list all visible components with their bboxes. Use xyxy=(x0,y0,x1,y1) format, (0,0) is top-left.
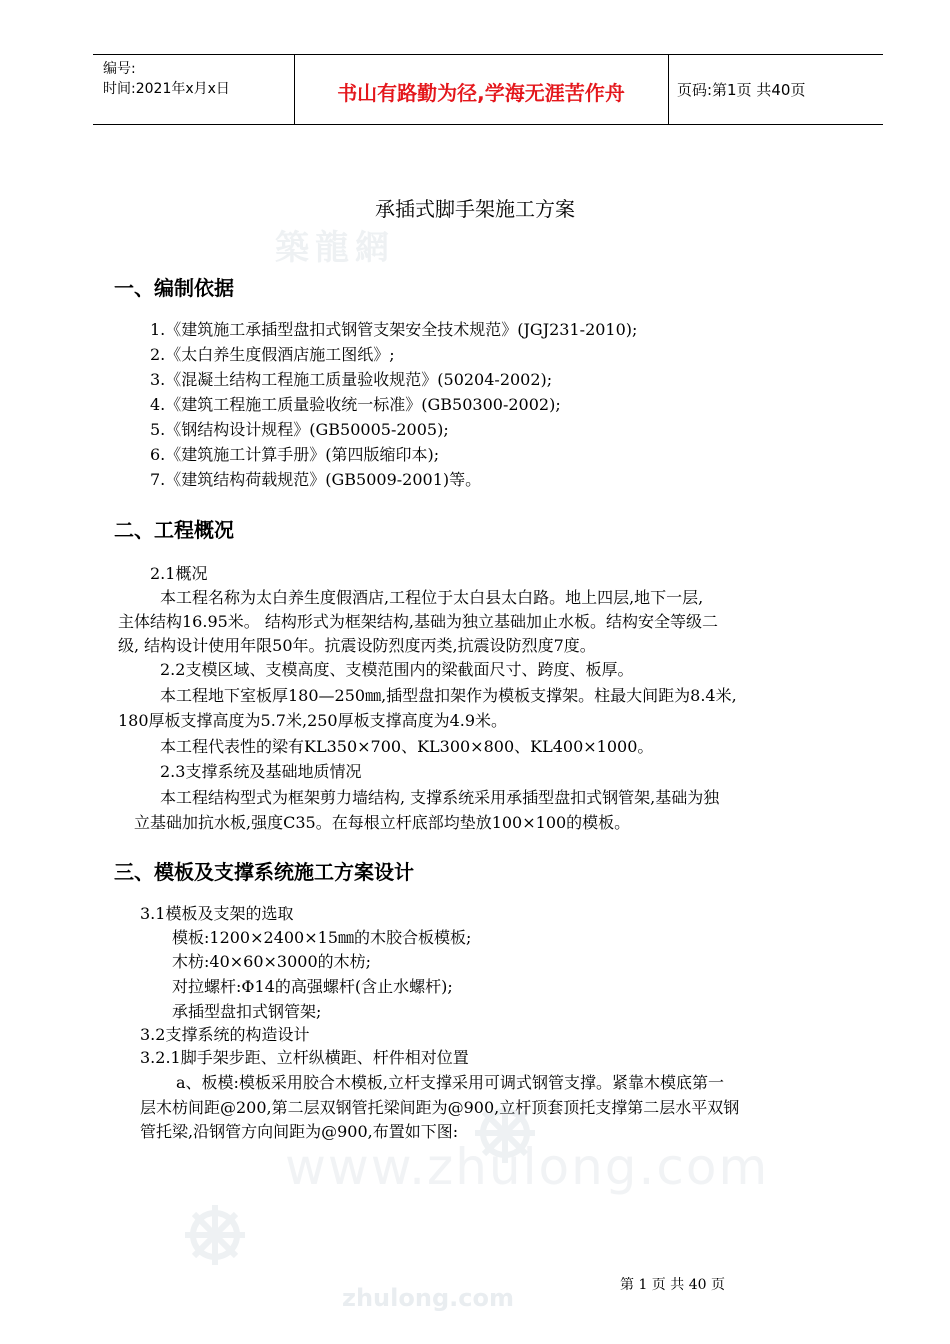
paragraph-line: 3.1模板及支架的选取 xyxy=(140,904,294,923)
section-heading: 一、编制依据 xyxy=(114,276,234,300)
paragraph-line: 管托梁,沿钢管方向间距为@900,布置如下图: xyxy=(140,1122,459,1141)
watermark-bottom: zhulong.com xyxy=(342,1284,514,1312)
paragraph-line: 模板:1200×2400×15㎜的木胶合板模板; xyxy=(172,928,472,947)
paragraph-line: 3.2支撑系统的构造设计 xyxy=(140,1025,310,1044)
header-number: 编号: xyxy=(103,61,136,77)
paragraph-line: 本工程代表性的梁有KL350×700、KL300×800、KL400×1000。 xyxy=(160,737,654,756)
header-page: 页码:第1页 共40页 xyxy=(677,81,806,99)
page-footer: 第 1 页 共 40 页 xyxy=(620,1277,725,1293)
paragraph-line: 本工程结构型式为框架剪力墙结构, 支撑系统采用承插型盘扣式钢管架,基础为独 xyxy=(160,788,720,807)
header-motto: 书山有路勤为径,学海无涯苦作舟 xyxy=(337,81,625,105)
paragraph-line: 对拉螺杆:Φ14的高强螺杆(含止水螺杆); xyxy=(172,977,453,996)
paragraph-line: 本工程地下室板厚180—250㎜,插型盘扣架作为模板支撑架。柱最大间距为8.4米, xyxy=(160,686,737,705)
paragraph-line: 2.2支模区域、支模高度、支模范围内的梁截面尺寸、跨度、板厚。 xyxy=(160,660,634,679)
reference-item: 5.《钢结构设计规程》(GB50005-2005); xyxy=(150,420,449,439)
paragraph-line: 承插型盘扣式钢管架; xyxy=(172,1002,322,1021)
reference-item: 7.《建筑结构荷载规范》(GB5009-2001)等。 xyxy=(150,470,482,489)
paragraph-line: 180厚板支撑高度为5.7米,250厚板支撑高度为4.9米。 xyxy=(118,711,508,730)
page-title: 承插式脚手架施工方案 xyxy=(375,197,575,221)
watermark-logo-icon xyxy=(180,1200,250,1270)
header-divider xyxy=(668,55,669,124)
paragraph-line: 级, 结构设计使用年限50年。抗震设防烈度丙类,抗震设防烈度7度。 xyxy=(118,636,596,655)
reference-item: 4.《建筑工程施工质量验收统一标准》(GB50300-2002); xyxy=(150,395,561,414)
watermark-middle: www.zhulong.com xyxy=(285,1138,770,1196)
reference-item: 6.《建筑施工计算手册》(第四版缩印本); xyxy=(150,445,440,464)
watermark-top: 築龍網 xyxy=(275,228,395,268)
paragraph-line: 主体结构16.95米。 结构形式为框架结构,基础为独立基础加止水板。结构安全等级二 xyxy=(118,612,718,631)
paragraph-line: 本工程名称为太白养生度假酒店,工程位于太白县太白路。地上四层,地下一层, xyxy=(160,588,704,607)
reference-item: 2.《太白养生度假酒店施工图纸》; xyxy=(150,345,395,364)
reference-item: 1.《建筑施工承插型盘扣式钢管支架安全技术规范》(JGJ231-2010); xyxy=(150,320,638,339)
paragraph-line: a、板模:模板采用胶合木模板,立杆支撑采用可调式钢管支撑。紧靠木模底第一 xyxy=(176,1073,725,1092)
paragraph-line: 2.3支撑系统及基础地质情况 xyxy=(160,762,362,781)
paragraph-line: 3.2.1脚手架步距、立杆纵横距、杆件相对位置 xyxy=(140,1048,469,1067)
section-heading: 三、模板及支撑系统施工方案设计 xyxy=(114,860,414,884)
section-heading: 二、工程概况 xyxy=(114,518,234,542)
paragraph-line: 立基础加抗水板,强度C35。在每根立杆底部均垫放100×100的模板。 xyxy=(134,813,631,832)
header-meta xyxy=(103,59,230,99)
header-time: 时间:2021年x月x日 xyxy=(103,81,230,97)
page-header xyxy=(93,54,883,125)
paragraph-line: 2.1概况 xyxy=(150,564,208,583)
reference-item: 3.《混凝土结构工程施工质量验收规范》(50204-2002); xyxy=(150,370,553,389)
paragraph-line: 层木枋间距@200,第二层双钢管托梁间距为@900,立杆顶套顶托支撑第二层水平双钢 xyxy=(140,1098,740,1117)
paragraph-line: 木枋:40×60×3000的木枋; xyxy=(172,952,372,971)
